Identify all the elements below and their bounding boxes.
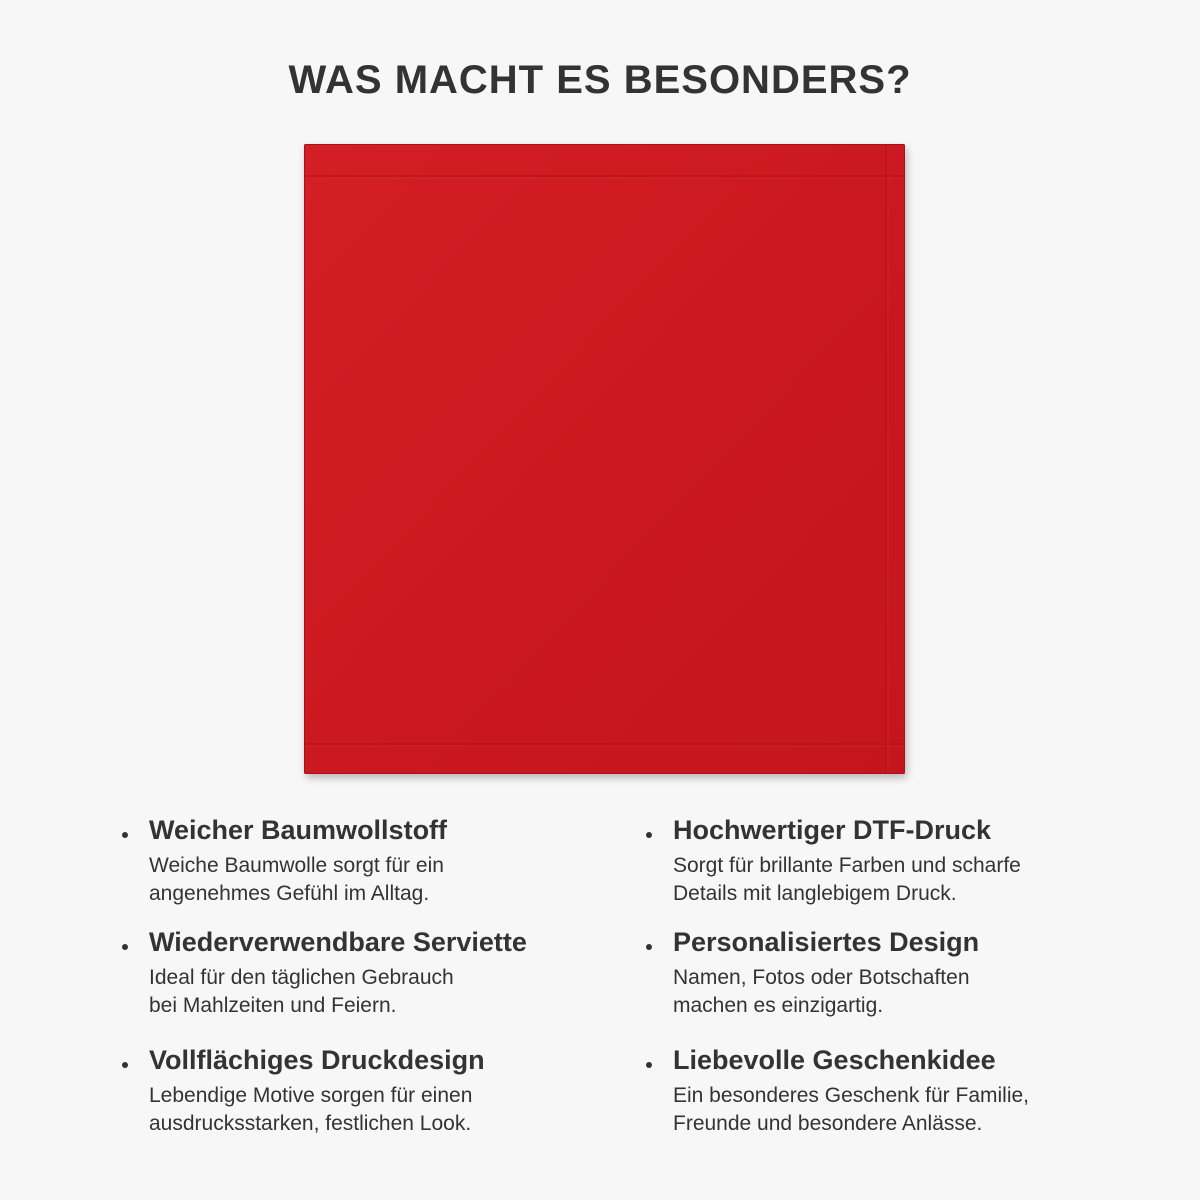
feature-description: Namen, Fotos oder Botschaften machen es einzigartig. [673,966,970,1017]
feature-item [149,1042,609,1138]
napkin-image [304,144,905,774]
feature-item [673,1042,1133,1138]
feature-description: Weiche Baumwolle sorgt für ein angenehmes Gefühl im Alltag. [149,854,444,905]
feature-title: Weicher Baumwollstoff [149,815,448,845]
bullet-icon [646,1062,652,1068]
feature-title: Vollflächiges Druckdesign [149,1045,485,1075]
feature-title: Hochwertiger DTF-Druck [673,815,992,845]
page-title: WAS MACHT ES BESONDERS? [288,58,912,102]
bullet-icon [122,832,128,838]
bullet-icon [646,832,652,838]
bullet-icon [122,944,128,950]
feature-description: Ein besonderes Geschenk für Familie, Freunde und besondere Anlässe. [673,1084,1030,1135]
napkin-fabric [304,144,905,774]
bullet-icon [646,944,652,950]
feature-description: Lebendige Motive sorgen für einen ausdrucksstarken, festlichen Look. [149,1084,473,1135]
feature-item [149,924,609,1020]
feature-description: Sorgt für brillante Farben und scharfe Details mit langlebigem Druck. [673,854,1021,905]
feature-title: Wiederverwendbare Serviette [149,927,527,957]
feature-item [673,812,1133,908]
bullet-icon [122,1062,128,1068]
feature-title: Personalisiertes Design [673,927,980,957]
feature-item [149,812,609,908]
feature-title: Liebevolle Geschenkidee [673,1045,996,1075]
feature-item [673,924,1133,1020]
feature-description: Ideal für den täglichen Gebrauch bei Mahlzeiten und Feiern. [149,966,454,1017]
